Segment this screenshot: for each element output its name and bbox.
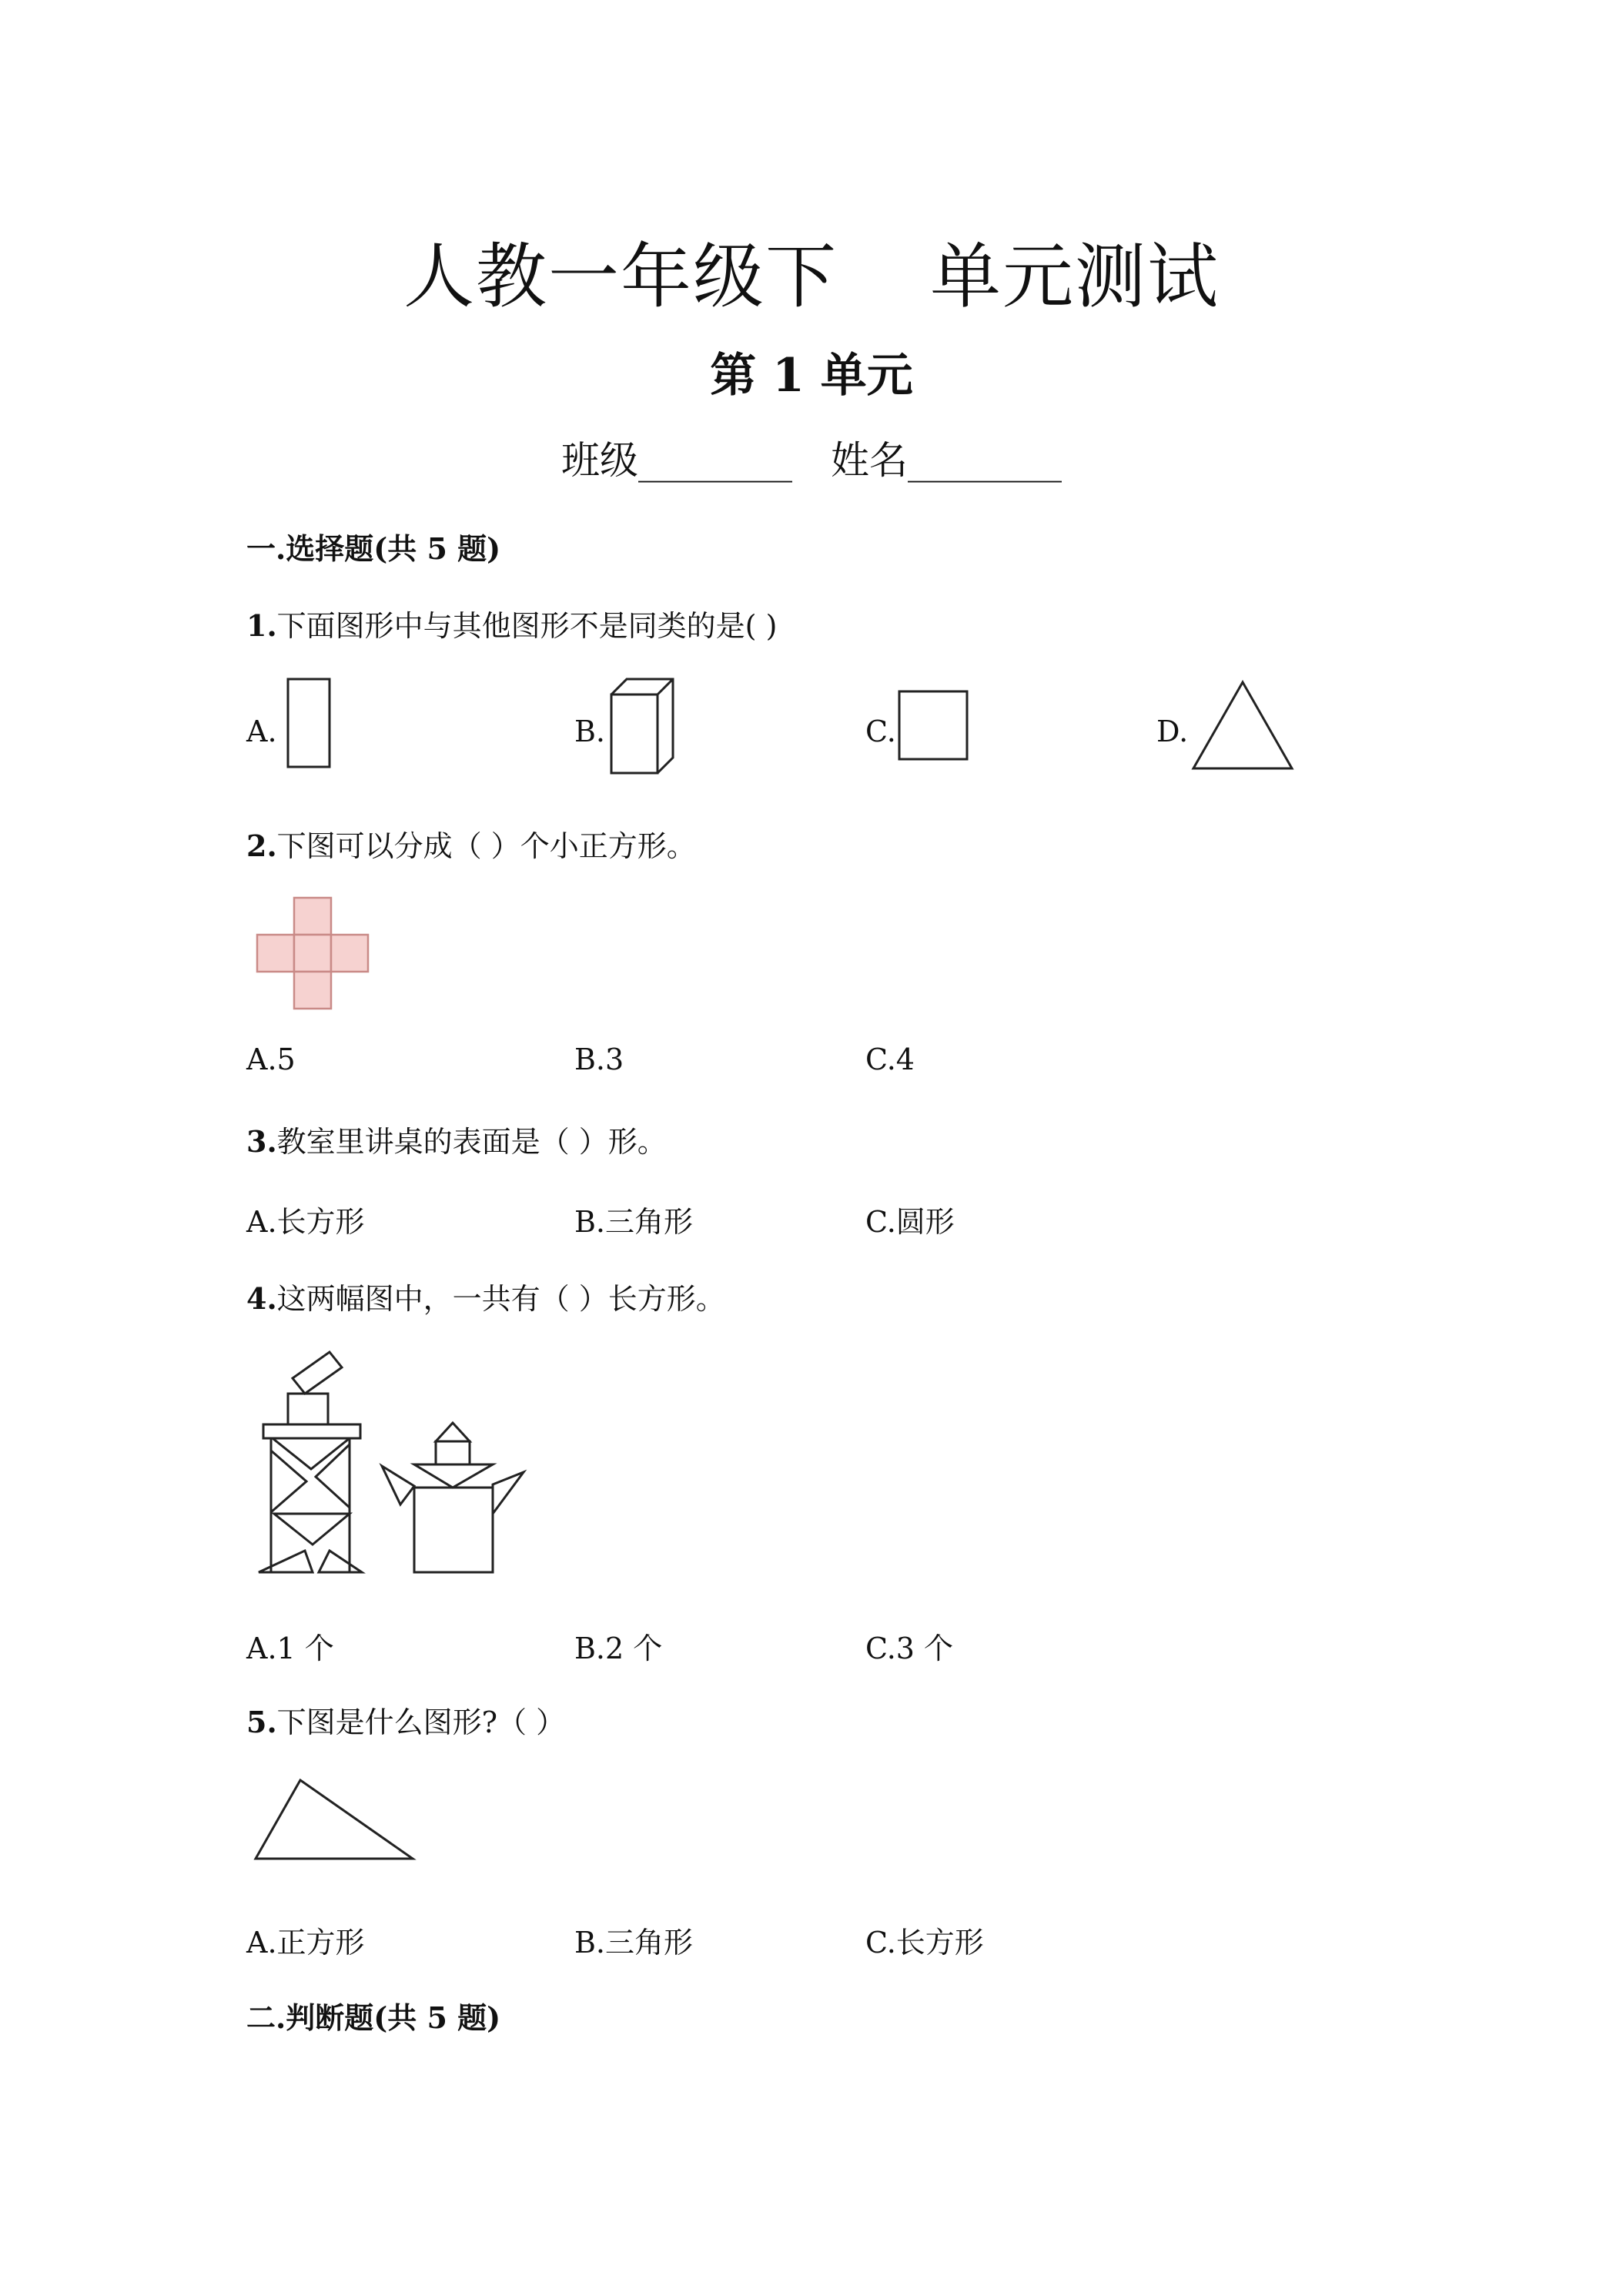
class-field: 班级________ — [561, 438, 792, 483]
q3-option-c: C.圆形 — [865, 1205, 955, 1239]
small-square — [331, 935, 368, 972]
question-number: 2. — [246, 828, 277, 863]
question-1 — [246, 602, 777, 644]
q1-option-c: C. — [865, 715, 896, 748]
q4-option-c: C.3 个 — [865, 1632, 954, 1665]
q2-option-a: A.5 — [246, 1043, 296, 1076]
q1-option-b: B. — [574, 715, 606, 748]
small-square — [294, 898, 331, 935]
q4-option-b: B.2 个 — [574, 1632, 663, 1665]
question-text: 下图可以分成（ ）个小正方形。 — [276, 829, 696, 863]
q1-option-a: A. — [246, 715, 277, 748]
page-title — [0, 220, 1623, 322]
q4-option-a: A.1 个 — [246, 1632, 334, 1665]
question-text: 教室里讲桌的表面是（ ）形。 — [276, 1125, 667, 1159]
question-text: 下图是什么图形?（ ） — [276, 1705, 566, 1739]
teapot-top-triangle — [436, 1423, 470, 1441]
student-info-line — [0, 430, 1623, 485]
title-right: 单元测试 — [930, 236, 1220, 318]
question-number: 4. — [246, 1281, 277, 1316]
teapot-body — [414, 1488, 493, 1572]
cuboid-shape — [610, 678, 674, 778]
q2-option-c: C.4 — [865, 1043, 915, 1076]
flat-rectangle — [263, 1424, 360, 1438]
question-number: 5. — [246, 1705, 277, 1739]
rectangle-shape — [286, 678, 333, 770]
q1-option-d: D. — [1156, 715, 1189, 748]
unit-subtitle: 第 1 单元 — [710, 349, 913, 403]
title-left: 人教一年级下 — [403, 236, 838, 318]
square-shape — [898, 690, 970, 762]
question-2 — [246, 822, 696, 865]
section-choice-title: 一.选择题(共 5 题) — [246, 531, 501, 566]
q5-option-b: B.三角形 — [574, 1926, 694, 1960]
tangram-figures — [254, 1349, 531, 1580]
small-square — [294, 972, 331, 1009]
question-4 — [246, 1275, 725, 1317]
q5-option-c: C.长方形 — [865, 1926, 984, 1960]
q3-option-a: A.长方形 — [246, 1205, 365, 1239]
question-text: 下面图形中与其他图形不是同类的是( ) — [276, 609, 778, 643]
question-5 — [246, 1699, 565, 1741]
question-number: 1. — [246, 608, 277, 643]
small-square — [294, 935, 331, 972]
teapot-handle — [493, 1472, 524, 1514]
triangle-shape — [1192, 681, 1295, 773]
name-field: 姓名________ — [831, 438, 1062, 483]
question-number: 3. — [246, 1124, 277, 1159]
q2-option-b: B.3 — [574, 1043, 624, 1076]
hat-square — [288, 1394, 328, 1424]
question-text: 这两幅图中，一共有（ ）长方形。 — [276, 1282, 725, 1316]
teapot-spout — [382, 1466, 414, 1504]
question-3 — [246, 1118, 667, 1160]
q5-option-a: A.正方形 — [246, 1926, 365, 1960]
small-square — [257, 935, 294, 972]
cross-squares-figure — [256, 896, 371, 1009]
tilted-rectangle — [293, 1352, 342, 1394]
obtuse-triangle-figure — [254, 1779, 416, 1863]
section-judgment-title: 二.判断题(共 5 题) — [246, 2000, 501, 2035]
q3-option-b: B.三角形 — [574, 1205, 694, 1239]
